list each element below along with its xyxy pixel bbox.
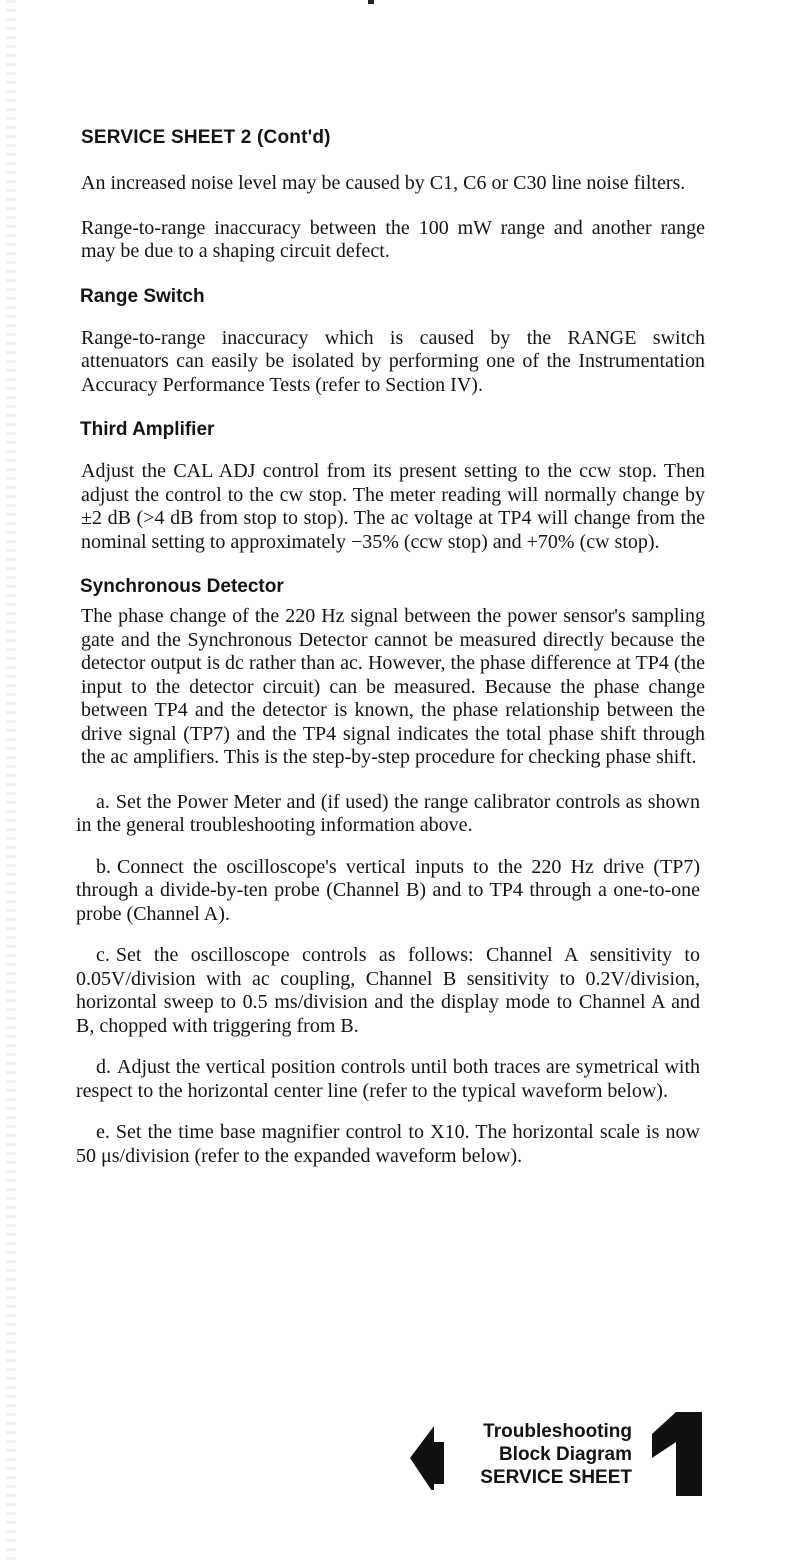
step-letter: d. (96, 1056, 111, 1078)
intro-paragraph-range-inaccuracy: Range-to-range inaccuracy between the 100 mW range and another range may be due to a shaping circuit defect. (81, 216, 705, 262)
nav-label-line3: SERVICE SHEET (480, 1467, 632, 1488)
step-text: Set the Power Meter and (if used) the range calibrator controls as shown in the general troubleshooting information above. (76, 790, 700, 836)
synchronous-detector-paragraph: The phase change of the 220 Hz signal between the power sensor's sampling gate and the Synchronous Detector cannot be measured directly because the detector output is dc rather than ac. However, the phase difference at TP4 (the input to the detector circuit) can be measured. Because the phase change between TP4 and the detector is known, the phase relationship between the drive signal (TP7) and the TP4 signal indicates the total phase shift through the ac amplifiers. This is the step-by-step procedure for checking phase shift. (81, 605, 705, 768)
step-text: Adjust the vertical position controls until both traces are symetrical with respect to the horizontal center line (refer to the typical waveform below). (76, 1056, 700, 1102)
step-letter: b. (96, 855, 111, 878)
step-letter: c. (96, 944, 110, 966)
previous-service-sheet-link[interactable] (410, 1418, 710, 1494)
procedure-step-e (76, 1121, 700, 1168)
binding-edge (6, 0, 16, 1566)
service-sheet-page (76, 118, 707, 1186)
nav-label (448, 1420, 632, 1489)
left-arrow-icon (410, 1422, 446, 1490)
intro-paragraph-noise: An increased noise level may be caused by C1, C6 or C30 line noise filters. (81, 172, 686, 194)
page-mark (368, 0, 374, 4)
step-letter: a. (96, 790, 110, 813)
procedure-step-d (76, 1056, 700, 1103)
third-amplifier-paragraph: Adjust the CAL ADJ control from its present setting to the ccw stop. Then adjust the control to the cw stop. The meter reading will normally change by ±2 dB (>4 dB from stop to stop). The ac voltage at TP4 will change from the nominal setting to approximately −35% (ccw stop) and +70% (cw stop). (81, 460, 705, 553)
third-amplifier-heading: Third Amplifier (80, 419, 215, 440)
range-switch-paragraph: Range-to-range inaccuracy which is caused by the RANGE switch attenuators can easily be isolated by performing one of the Instrumentation Accuracy Performance Tests (refer to Section IV). (81, 326, 705, 396)
page-title: SERVICE SHEET 2 (Cont'd) (81, 127, 331, 148)
procedure-step-c (76, 944, 700, 1038)
range-switch-heading: Range Switch (80, 285, 205, 307)
step-letter: e. (96, 1121, 110, 1143)
sheet-number-glyph (646, 1412, 712, 1496)
step-text: Set the oscilloscope controls as follows: Channel A sensitivity to 0.05V/division with ac coupling, Channel B sensitivity to 0.2V/division, horizontal sweep to 0.5 ms/division and the display mode to Channel A and B, chopped with triggering from B. (76, 944, 700, 1037)
procedure-step-a (76, 791, 700, 838)
synchronous-detector-heading: Synchronous Detector (80, 576, 284, 597)
step-text: Set the time base magnifier control to X10. The horizontal scale is now 50 μs/division (refer to the expanded waveform below). (76, 1121, 700, 1167)
nav-label-line2: Block Diagram (498, 1444, 632, 1465)
nav-label-line1: Troubleshooting (483, 1421, 632, 1442)
step-text: Connect the oscilloscope's vertical inputs to the 220 Hz drive (TP7) through a divide-by-ten probe (Channel B) and to TP4 through a one-to-one probe (Channel A). (76, 855, 700, 925)
procedure-step-b (76, 856, 700, 927)
